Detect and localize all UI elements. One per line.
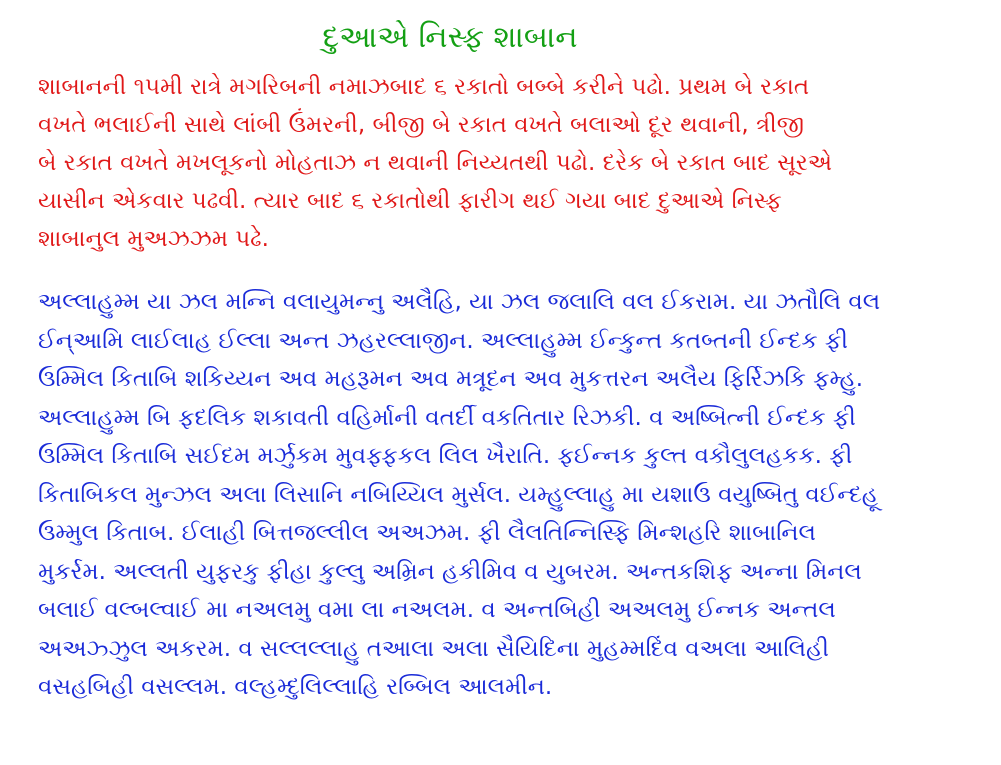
instruction-line: યાસીન એકવાર પઢવી. ત્યાર બાદ ૬ રકાતોથી ફારીગ થઈ ગયા બાદ દુઆએ નિસ્ફ	[38, 188, 782, 214]
instruction-line: શાબાનુલ મુઅઝઝમ પઢે.	[38, 226, 269, 252]
dua-line: અલ્લાહુમ્મ યા ઝલ મન્નિ વલાયુમન્નુ અલૈહિ, યા ઝલ જલાલિ વલ ઈકરામ. યા ઝતૌલિ વલ	[38, 289, 881, 315]
dua-line: અલ્લાહુમ્મ બિ ફદલિક શકાવતી વહિર્માની વતર્દી વકતિતાર રિઝકી. વ અષ્બિત્ની ઈન્દક ફી	[38, 404, 856, 431]
dua-line: ઉમ્મિલ કિતાબિ શકિય્યન અવ મહરૂમન અવ મત્રૂદન અવ મુકત્તરન અલૈય ફિર્રિઝકિ ફમ્હુ.	[38, 366, 864, 392]
dua-line: અઅઝ્ઝુલ અકરમ. વ સલ્લલ્લાહુ તઆલા અલા સૈયિદિના મુહમ્મદિંવ વઅલા આલિહી	[38, 635, 829, 662]
instruction-line: વખતે ભલાઈની સાથે લાંબી ઉંમરની, બીજી બે રકાત વખતે બલાઓ દૂર થવાની, ત્રીજી	[38, 112, 805, 138]
dua-line: ઉમ્મુલ કિતાબ. ઈલાહી બિત્તજલ્લીલ અઅઝમ. ફી લૈલતિન્નિસ્ફિ મિન્શહરિ શાબાનિલ	[38, 520, 816, 546]
dua-line: ઉમ્મિલ કિતાબિ સઈદમ મર્ઝુકમ મુવફ્ફકલ લિલ ખૈરાતિ. ફઈન્નક કુલ્ત વકૌલુલહકક. ફી	[38, 443, 853, 469]
dua-line: બલાઈ વલ્બલ્વાઈ મા નઅલમુ વમા લા નઅલમ. વ અન્તબિહી અઅલમુ ઈન્નક અન્તલ	[38, 597, 836, 623]
instruction-line: બે રકાત વખતે મખલૂકનો મોહતાઝ ન થવાની નિય્યતથી પઢો. દરેક બે રકાત બાદ સૂરએ	[38, 150, 833, 176]
dua-line: વસહબિહી વસલ્લમ. વલ્હમ્દુલિલ્લાહિ રબ્બિલ આલમીન.	[38, 674, 553, 700]
dua-line: કિતાબિકલ મુન્ઝલ અલા લિસાનિ નબિય્યિલ મુર્સલ. યમ્હુલ્લાહુ મા યશાઉ વયુષ્બિતુ વઈન્દહૂ	[38, 481, 879, 508]
instruction-line: શાબાનની ૧૫મી રાત્રે મગરિબની નમાઝબાદ ૬ રકાતો બબ્બે કરીને પઢો. પ્રથમ બે રકાત	[38, 74, 810, 100]
page-title: દુઆએ નિસ્ફ શાબાન	[322, 20, 578, 55]
instructions-paragraph	[38, 68, 993, 258]
dua-paragraph	[38, 283, 993, 707]
dua-line: મુકર્રમ. અલ્લતી યુફરકુ ફીહા કુલ્લુ અમ્રિન હકીમિવ વ યુબરમ. અન્તકશિફ અન્ના મિનલ	[38, 558, 862, 585]
dua-line: ઈન્આમિ લાઈલાહ ઈલ્લા અન્ત ઝહરલ્લાજીન. અલ્લાહુમ્મ ઈન્કુન્ત કતબ્તની ઈન્દક ફી	[38, 327, 848, 354]
